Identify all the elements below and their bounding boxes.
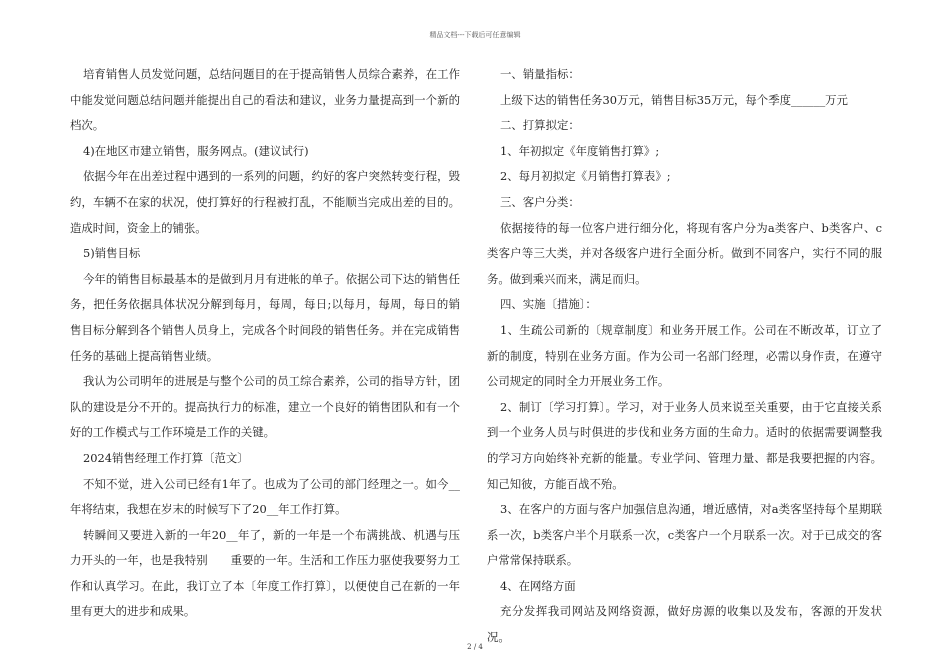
paragraph: 5)销售目标 (83, 246, 141, 261)
paragraph: 2、每月初拟定《月销售打算表》; (500, 169, 671, 184)
page-number: 2 / 4 (467, 643, 483, 651)
section-title: 2024销售经理工作打算〔范文〕 (83, 450, 249, 465)
paragraph: 3、在客户的方面与客户加强信息沟通，增近感情，对a类客坚持每个星期联系一次，b类客户半个月联系一次，c类客户一个月联系一次。对于已成交的客户常常保持联系。 (487, 502, 882, 568)
paragraph: 1、年初拟定《年度销售打算》; (500, 143, 660, 158)
paragraph: 我认为公司明年的进展是与整个公司的员工综合素养，公司的指导方针，团队的建设是分不开的。提高执行力的标准，建立一个良好的销售团队和有一个好的工作模式与工作环境是工作的关键。 (70, 374, 460, 440)
paragraph: 上级下达的销售任务30万元，销售目标35万元，每个季度______万元 (500, 92, 848, 107)
paragraph: 4)在地区市建立销售，服务网点。(建议试行) (83, 143, 309, 158)
paragraph: 今年的销售目标最基本的是做到月月有进帐的单子。依据公司下达的销售任务，把任务依据具体状况分解到每月，每周，每日;以每月，每周，每日的销售目标分解到各个销售人员身上，完成各个时间段的销售任务。并在完成销售任务的基础上提高销售业绩。 (70, 271, 460, 363)
paragraph: 依据接待的每一位客户进行细分化，将现有客户分为a类客户、b类客户、c类客户等三大类，并对各级客户进行全面分析。做到不同客户，实行不同的服务。做到乘兴而来，满足而归。 (487, 220, 882, 286)
paragraph: 1、生疏公司新的〔规章制度〕和业务开展工作。公司在不断改革，订立了新的制度，特别在业务方面。作为公司一名部门经理，必需以身作责，在遵守公司规定的同时全力开展业务工作。 (487, 322, 882, 389)
paragraph: 2、制订〔学习打算〕。学习，对于业务人员来说至关重要，由于它直接关系到一个业务人员与时俱进的步伐和业务方面的生命力。适时的依据需要调整我的学习方向始终补充新的能量。专业学问、管理力量、都是我要把握的内容。知己知彼，方能百战不殆。 (487, 399, 882, 491)
section-heading: 三、客户分类： (500, 194, 580, 209)
left-column (70, 62, 460, 625)
paragraph: 不知不觉，进入公司已经有1年了。也成为了公司的部门经理之一。如今__年将结束，我想在岁末的时候写下了20__年工作打算。 (70, 476, 460, 517)
paragraph: 培育销售人员发觉问题，总结问题目的在于提高销售人员综合素养，在工作中能发觉问题总结问题并能提出自己的看法和建议，业务力量提高到一个新的档次。 (70, 67, 460, 133)
section-heading: 四、实施〔措施〕： (500, 297, 597, 312)
section-heading: 二、打算拟定： (500, 118, 580, 133)
paragraph: 依据今年在出差过程中遇到的一系列的问题，约好的客户突然转变行程，毁约，车辆不在家的状况，使打算好的行程被打乱，不能顺当完成出差的目的。造成时间，资金上的铺张。 (70, 169, 460, 235)
page-header: 精品文档---下载后可任意编辑 (429, 31, 521, 39)
paragraph: 转瞬间又要进入新的一年20__年了，新的一年是一个布满挑战、机遇与压力开头的一年，也是我特别 重要的一年。生活和工作压力驱使我要努力工作和认真学习。在此，我订立了本〔年度工作打算〕，以便使自己在新的一年里有更大的进步和成果。 (70, 527, 460, 619)
paragraph: 充分发挥我司网站及网络资源，做好房源的收集以及发布，客源的开发状况。 (487, 604, 882, 645)
section-heading: 一、销量指标： (500, 67, 580, 81)
right-column (487, 62, 882, 651)
paragraph: 4、在网络方面 (500, 578, 576, 593)
